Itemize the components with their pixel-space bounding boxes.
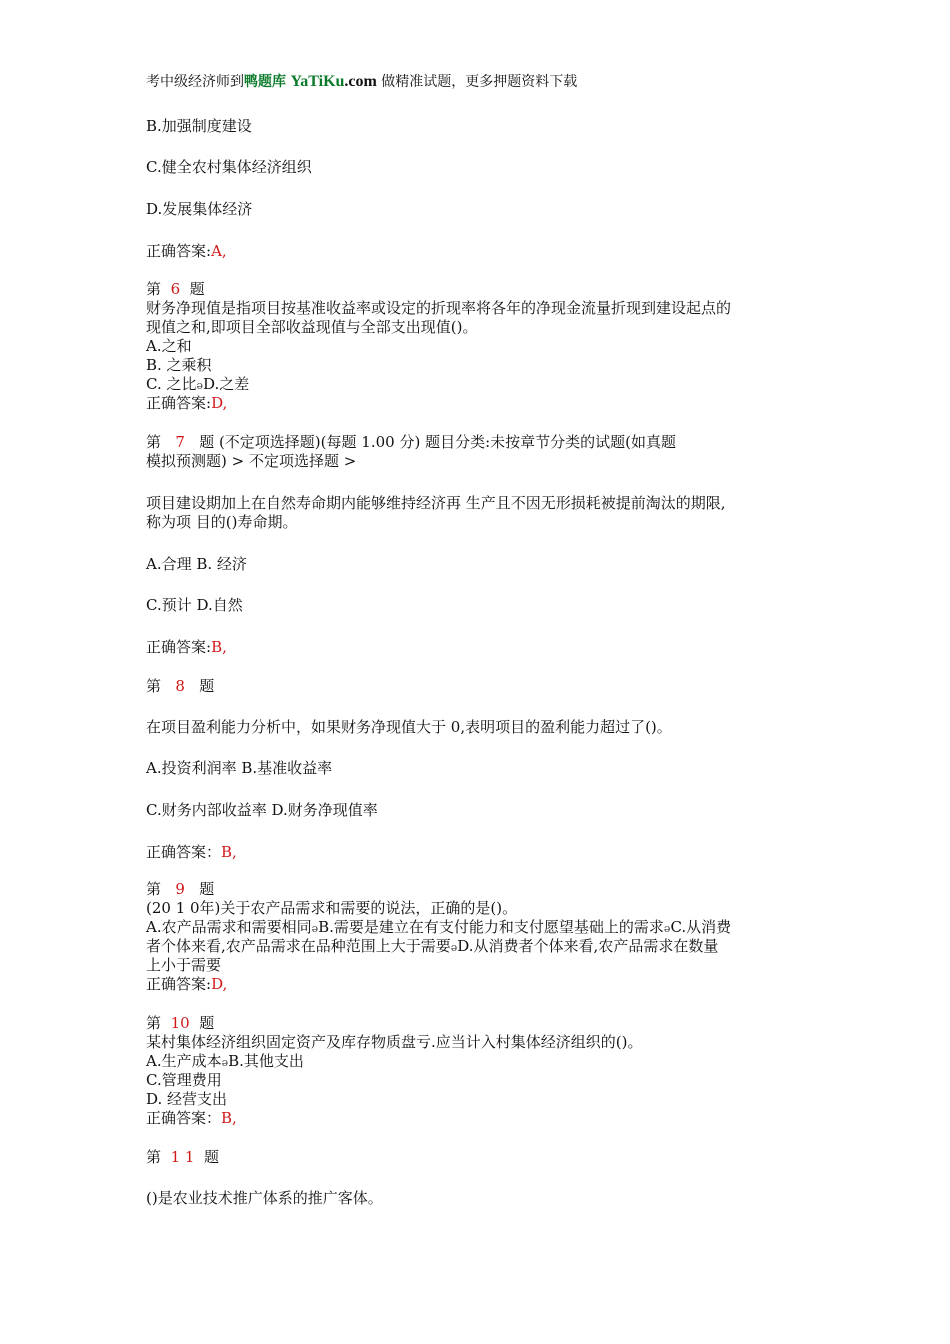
q5-option-c: C.健全农村集体经济组织 xyxy=(146,158,312,176)
q8-title xyxy=(146,677,214,696)
question-prefix: 第 xyxy=(146,433,162,451)
q9-options-line-1 xyxy=(146,918,731,938)
q8-options-ab: A.投资利润率 B.基准收益率 xyxy=(146,759,333,777)
q6-option-d: D.之差 xyxy=(203,375,250,393)
q6-title xyxy=(146,280,205,299)
q10-option-a: A.生产成本 xyxy=(146,1052,222,1070)
q9-option-d-start: D.从消费者个体来看,农产品需求在数量 xyxy=(457,937,719,955)
question-number: 9 xyxy=(175,880,185,898)
q9-option-b: B.需要是建立在有支付能力和支付愿望基础上的需求 xyxy=(318,918,664,936)
q5-answer xyxy=(146,242,227,261)
question-suffix: 题 xyxy=(199,880,215,898)
q6-options-cd xyxy=(146,375,249,395)
q6-option-b: B. 之乘积 xyxy=(146,356,212,374)
q7-title-line-2: 模拟预测题) > 不定项选择题 > xyxy=(146,452,357,470)
q10-option-c: C.管理费用 xyxy=(146,1071,222,1089)
brand-name-cn[interactable]: 鸭题库 xyxy=(244,74,286,90)
q7-options-ab: A.合理 B. 经济 xyxy=(146,555,247,573)
q5-option-b: B.加强制度建设 xyxy=(146,117,252,135)
question-prefix: 第 xyxy=(146,677,162,695)
answer-label: 正确答案: xyxy=(146,394,212,412)
q6-answer xyxy=(146,394,227,413)
header-prefix: 考中级经济师到 xyxy=(146,74,244,90)
answer-label: 正确答案: xyxy=(146,975,212,993)
q9-options-line-2 xyxy=(146,937,718,957)
q9-answer xyxy=(146,975,227,994)
question-suffix: 题 (不定项选择题)(每题 1.00 分) 题目分类:未按章节分类的试题(如真题 xyxy=(199,433,676,451)
q6-option-c: C. 之比 xyxy=(146,375,197,393)
q9-option-d-end: 上小于需要 xyxy=(146,956,222,974)
header-suffix: 做精准试题，更多押题资料下载 xyxy=(381,74,578,90)
q6-option-a: A.之和 xyxy=(146,337,192,355)
q9-option-c-end: 者个体来看,农产品需求在品种范围上大于需要 xyxy=(146,937,451,955)
q9-option-c-start: C.从消费 xyxy=(670,918,732,936)
separator-glyph: ǝ xyxy=(196,379,203,392)
answer-label: 正确答案: xyxy=(146,638,212,656)
q7-stem-line-1: 项目建设期加上在自然寿命期内能够维持经济再 生产且不因无形损耗被提前淘汰的期限, xyxy=(146,494,726,512)
q7-answer xyxy=(146,638,227,657)
question-suffix: 题 xyxy=(189,280,205,298)
question-number: 8 xyxy=(175,677,185,695)
question-number: 7 xyxy=(175,433,185,451)
answer-value: D, xyxy=(211,394,228,412)
q11-title xyxy=(146,1148,219,1167)
answer-label: 正确答案: xyxy=(146,242,212,260)
answer-value: B, xyxy=(221,843,237,861)
brand-domain[interactable]: .com xyxy=(344,73,377,90)
separator-glyph: ǝ xyxy=(450,941,458,954)
question-prefix: 第 xyxy=(146,880,162,898)
q6-stem-line-2: 现值之和,即项目全部收益现值与全部支出现值()。 xyxy=(146,318,478,336)
question-prefix: 第 xyxy=(146,280,162,298)
answer-value: A, xyxy=(211,242,227,260)
q8-stem: 在项目盈利能力分析中，如果财务净现值大于 0,表明项目的盈利能力超过了()。 xyxy=(146,718,672,736)
answer-value: D, xyxy=(211,975,228,993)
q10-option-b: B.其他支出 xyxy=(228,1052,304,1070)
answer-value: B, xyxy=(211,638,227,656)
answer-value: B, xyxy=(221,1109,237,1127)
question-suffix: 题 xyxy=(203,1148,219,1166)
question-suffix: 题 xyxy=(199,1014,215,1032)
separator-glyph: ǝ xyxy=(663,922,671,935)
q10-title xyxy=(146,1014,214,1033)
q9-stem: (20 1 0年)关于农产品需求和需要的说法，正确的是()。 xyxy=(146,899,518,917)
q5-option-d: D.发展集体经济 xyxy=(146,200,253,218)
q10-option-d: D. 经营支出 xyxy=(146,1090,228,1108)
q9-option-a: A.农产品需求和需要相同 xyxy=(146,918,312,936)
q10-options-ab xyxy=(146,1052,304,1072)
q7-stem-line-2: 称为项 目的()寿命期。 xyxy=(146,513,298,531)
q10-answer xyxy=(146,1109,237,1128)
question-number: 6 xyxy=(170,280,181,298)
answer-label: 正确答案： xyxy=(146,1109,222,1127)
question-number: 1 1 xyxy=(170,1148,195,1166)
question-suffix: 题 xyxy=(199,677,215,695)
q11-stem: ()是农业技术推广体系的推广客体。 xyxy=(146,1189,383,1207)
brand-name-en[interactable]: YaTiKu xyxy=(290,73,345,90)
q7-title xyxy=(146,433,676,452)
page-header xyxy=(146,72,577,92)
question-prefix: 第 xyxy=(146,1148,162,1166)
q8-answer xyxy=(146,843,237,862)
q10-stem: 某村集体经济组织固定资产及库存物质盘亏.应当计入村集体经济组织的()。 xyxy=(146,1033,643,1051)
question-prefix: 第 xyxy=(146,1014,162,1032)
question-number: 10 xyxy=(170,1014,190,1032)
separator-glyph: ǝ xyxy=(221,1056,229,1069)
q8-options-cd: C.财务内部收益率 D.财务净现值率 xyxy=(146,801,378,819)
separator-glyph: ǝ xyxy=(311,922,319,935)
q9-title xyxy=(146,880,214,899)
answer-label: 正确答案： xyxy=(146,843,222,861)
q7-options-cd: C.预计 D.自然 xyxy=(146,596,243,614)
q6-stem-line-1: 财务净现值是指项目按基准收益率或设定的折现率将各年的净现金流量折现到建设起点的 xyxy=(146,299,732,317)
